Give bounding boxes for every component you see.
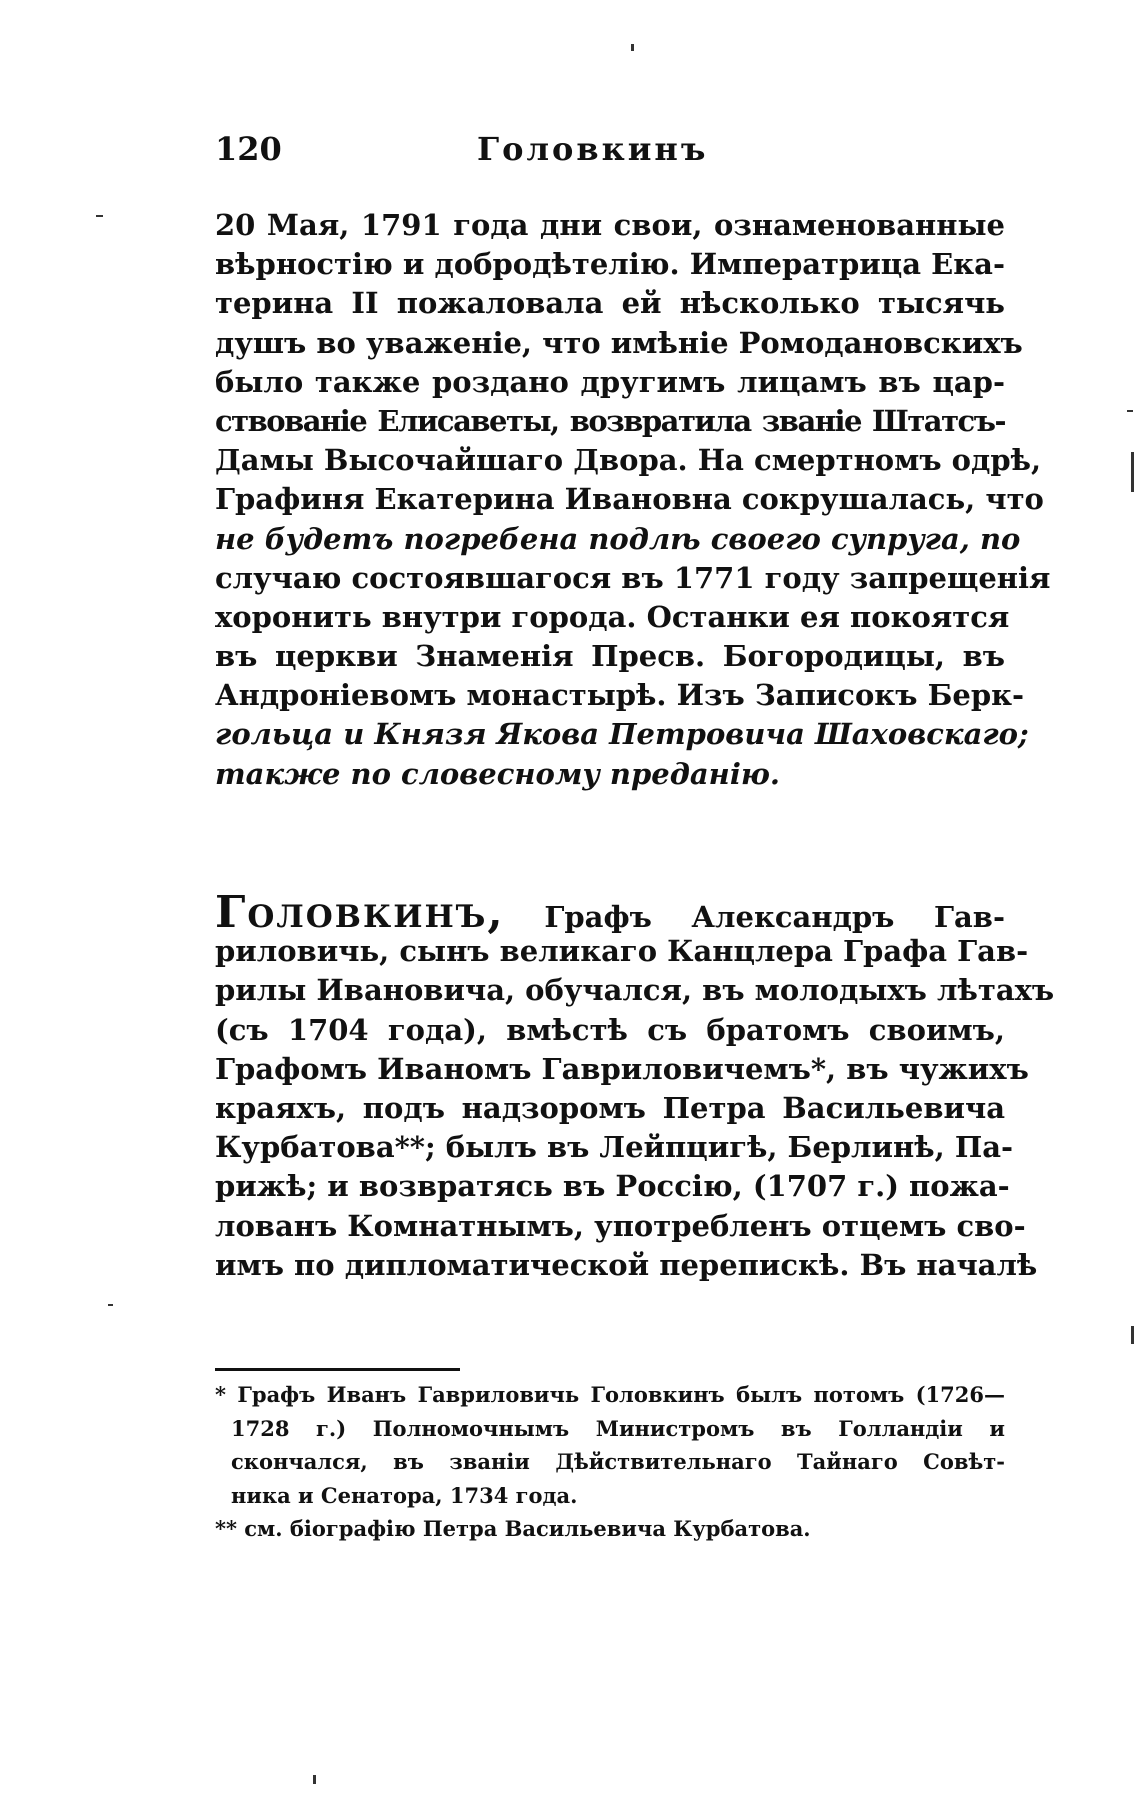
text-line: случаю состоявшагося въ 1771 году запрещенія xyxy=(215,560,1051,595)
scan-speck xyxy=(1131,452,1134,492)
scan-speck xyxy=(631,44,634,51)
footnote-line: ника и Сенатора, 1734 года. xyxy=(231,1482,578,1508)
text-line: Андроніевомъ монастырѣ. Изъ Записокъ Берк- xyxy=(215,678,1025,713)
text-line: рилы Ивановича, обучался, въ молодыхъ лѣтахъ xyxy=(215,973,1055,1008)
page-header xyxy=(215,130,1005,180)
text-line: терина II пожаловала ей нѣсколько тысячь xyxy=(215,286,1005,321)
running-title: Головкинъ xyxy=(477,130,709,168)
text-line: Дамы Высочайшаго Двора. На смертномъ одрѣ, xyxy=(215,443,1042,478)
footnote-line: * Графъ Иванъ Гавриловичь Головкинъ былъ потомъ (1726— xyxy=(215,1382,1005,1407)
text-line-italic: гольца и Князя Якова Петровича Шаховскаго; xyxy=(215,717,1029,752)
text-line: рижѣ; и возвратясь въ Россію, (1707 г.) пожа- xyxy=(215,1169,1010,1204)
scan-speck xyxy=(1131,1326,1134,1344)
footnote-divider xyxy=(215,1368,460,1371)
text-line: ствованіе Елисаветы, возвратила званіе Штатсъ- xyxy=(215,403,1005,438)
page-number: 120 xyxy=(215,130,282,168)
text-line: риловичь, сынъ великаго Канцлера Графа Гав- xyxy=(215,934,1029,969)
text-line: Графомъ Иваномъ Гавриловичемъ*, въ чужихъ xyxy=(215,1051,1029,1086)
entry-headword: Головкинъ, xyxy=(215,887,505,938)
entry-first-line xyxy=(215,887,1005,938)
footnote-line: скончался, въ званіи Дѣйствительнаго Тайнаго Совѣт- xyxy=(231,1449,1005,1475)
scan-speck xyxy=(108,1304,113,1306)
entry-first-line-text: Графъ Александръ Гав- xyxy=(544,900,1005,934)
text-line: лованъ Комнатнымъ, употребленъ отцемъ сво- xyxy=(215,1208,1026,1243)
footnote-line: 1728 г.) Полномочнымъ Министромъ въ Голландіи и xyxy=(231,1415,1005,1441)
text-line: душъ во уваженіе, что имѣніе Ромодановскихъ xyxy=(215,325,1023,360)
paragraph-continued xyxy=(215,206,1051,794)
text-line: было также роздано другимъ лицамъ въ цар- xyxy=(215,364,1005,399)
text-line: 20 Мая, 1791 года дни свои, ознаменованные xyxy=(215,208,1005,242)
text-line-italic: не будетъ погребена подлѣ своего супруга, по xyxy=(215,521,1021,556)
scan-speck xyxy=(1127,410,1133,412)
text-line-italic: также по словесному преданію. xyxy=(215,756,780,791)
text-line: вѣрностію и добродѣтелію. Императрица Ека- xyxy=(215,247,1005,282)
biography-entry xyxy=(215,887,1055,1285)
text-line: краяхъ, подъ надзоромъ Петра Васильевича xyxy=(215,1090,1005,1125)
text-line: хоронить внутри города. Останки ея покоятся xyxy=(215,599,1010,634)
scan-speck xyxy=(96,215,103,217)
text-line: (съ 1704 года), вмѣстѣ съ братомъ своимъ, xyxy=(215,1012,1005,1047)
text-line: имъ по дипломатической перепискѣ. Въ началѣ xyxy=(215,1247,1038,1282)
text-line: Курбатова**; былъ въ Лейпцигѣ, Берлинѣ, Па- xyxy=(215,1130,1014,1165)
text-line: въ церкви Знаменія Пресв. Богородицы, въ xyxy=(215,639,1005,674)
footnotes xyxy=(215,1378,1005,1546)
footnote-line: ** см. біографію Петра Васильевича Курбатова. xyxy=(215,1516,811,1542)
scan-speck xyxy=(313,1775,316,1784)
text-line: Графиня Екатерина Ивановна сокрушалась, что xyxy=(215,482,1044,517)
